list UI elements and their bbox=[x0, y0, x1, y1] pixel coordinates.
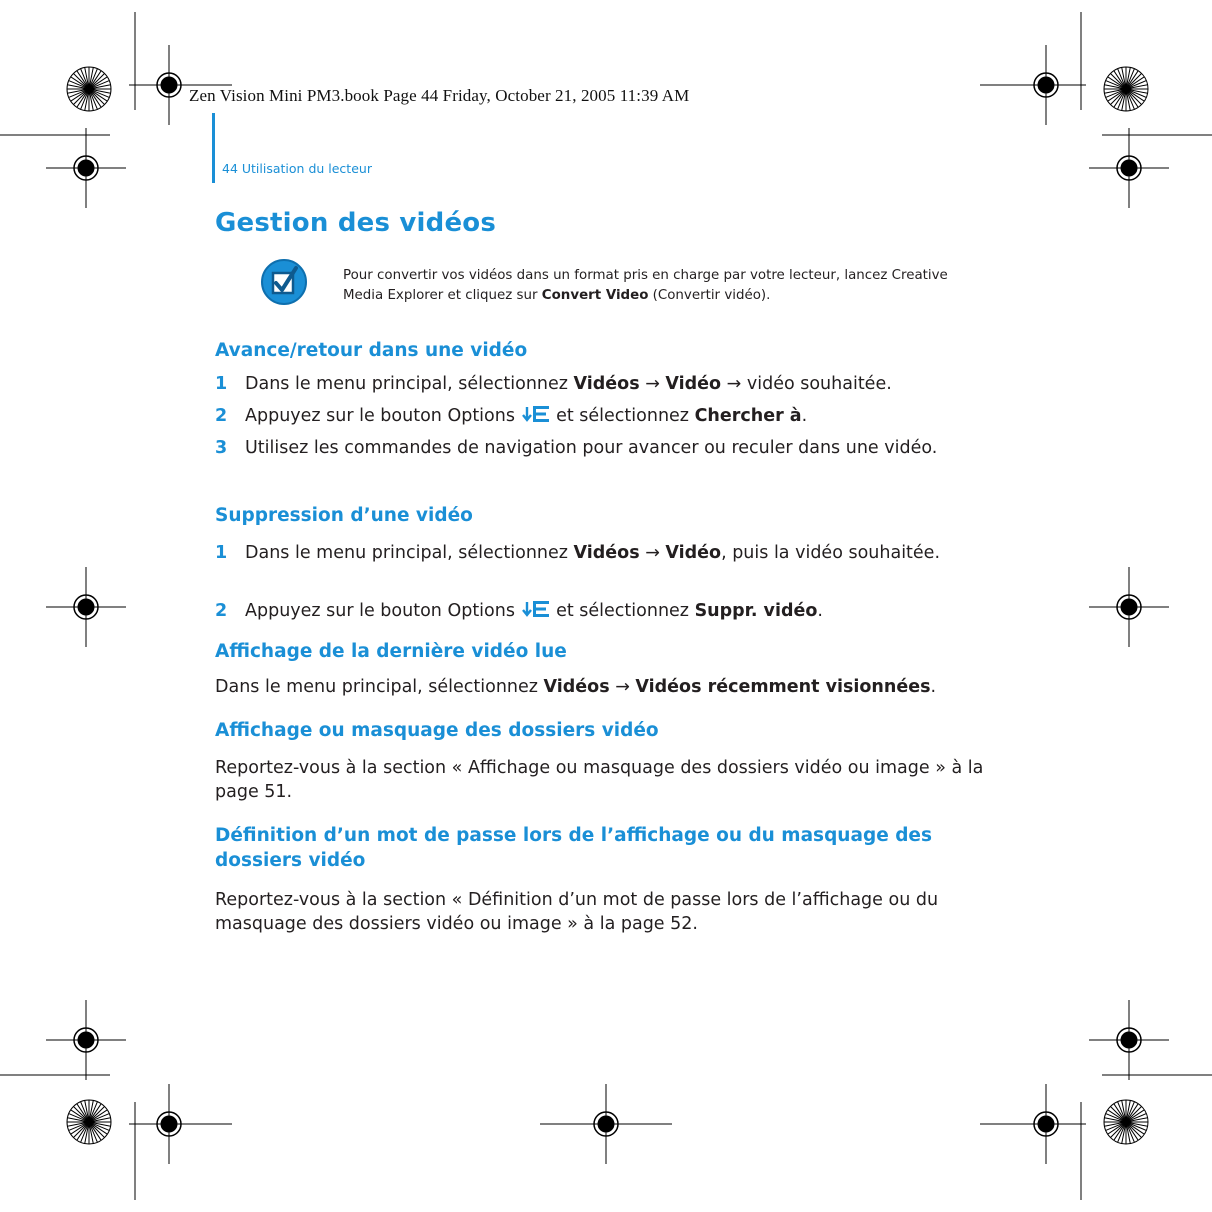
heading-folders: Affichage ou masquage des dossiers vidéo bbox=[215, 720, 659, 741]
heading-password: Définition d’un mot de passe lors de l’affichage ou du masquage des dossiers vidéo bbox=[215, 825, 932, 871]
paragraph-password: Reportez-vous à la section « Définition d’un mot de passe lors de l’affichage ou du masquage des dossiers vidéo ou image » à la page 52. bbox=[215, 890, 939, 934]
convert-video-label: Convert Video bbox=[541, 288, 649, 303]
options-icon bbox=[521, 404, 551, 424]
book-info-line: Zen Vision Mini PM3.book Page 44 Friday, October 21, 2005 11:39 AM bbox=[189, 86, 690, 105]
heading-last-video: Affichage de la dernière vidéo lue bbox=[215, 641, 567, 662]
running-head: 44 Utilisation du lecteur bbox=[222, 161, 372, 176]
heading-delete: Suppression d’une vidéo bbox=[215, 505, 473, 526]
note-text: Pour convertir vos vidéos dans un format pris en charge par votre lecteur, lancez Creative Media Explorer et cliquez sur Convert Video (Convertir vidéo). bbox=[343, 268, 948, 303]
checkbox-note-icon bbox=[256, 254, 312, 310]
page-title: Gestion des vidéos bbox=[215, 208, 497, 238]
paragraph-folders: Reportez-vous à la section « Affichage ou masquage des dossiers vidéo ou image » à la page 51. bbox=[215, 758, 984, 802]
margin-rule bbox=[212, 113, 215, 183]
options-icon bbox=[521, 599, 551, 619]
paragraph-last-video: Dans le menu principal, sélectionnez Vidéos → Vidéos récemment visionnées. bbox=[215, 677, 937, 697]
heading-seek: Avance/retour dans une vidéo bbox=[215, 340, 528, 361]
